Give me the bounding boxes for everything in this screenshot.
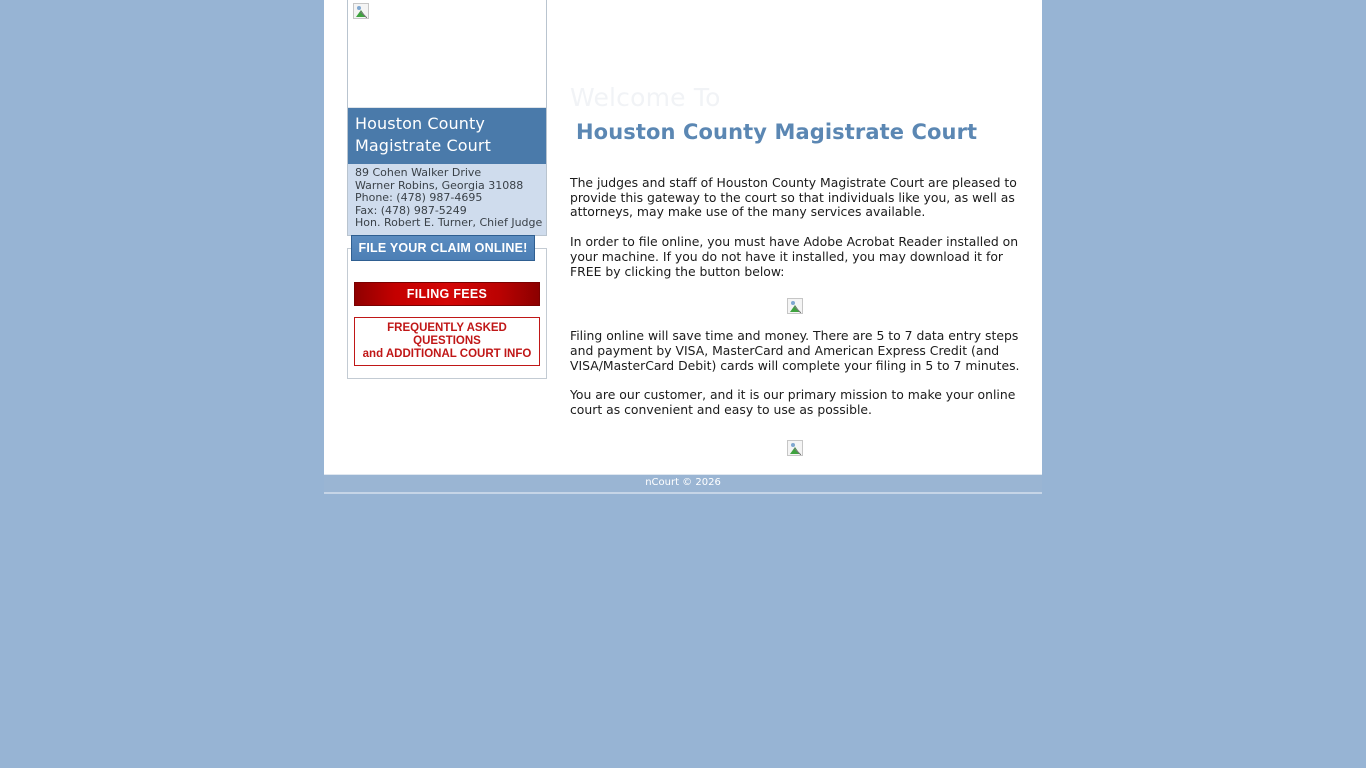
faq-label-line-2: and ADDITIONAL COURT INFO — [362, 347, 532, 360]
broken-image-dot — [791, 301, 795, 305]
court-address-block — [348, 164, 546, 235]
court-logo-box — [348, 0, 546, 108]
faq-court-info-button[interactable] — [354, 317, 540, 366]
footer — [324, 474, 1042, 492]
broken-image-icon — [787, 298, 803, 314]
court-info-card — [347, 0, 547, 236]
page-title: Houston County Magistrate Court — [576, 120, 978, 144]
page-container — [324, 0, 1042, 494]
court-name-line-1: Houston County — [355, 114, 485, 133]
court-name-line-2: Magistrate Court — [355, 136, 491, 155]
broken-image-dot — [357, 6, 361, 10]
sidebar-links-card — [347, 240, 547, 379]
acrobat-requirement-paragraph: In order to file online, you must have Adobe Acrobat Reader installed on your machine. If you do not have it installed, you may download it for FREE by clicking the button below: — [570, 234, 1019, 279]
court-address-city: Warner Robins, Georgia 31088 — [355, 178, 524, 192]
faq-label-line-1: FREQUENTLY ASKED QUESTIONS — [387, 321, 507, 347]
broken-image-dot — [791, 443, 795, 447]
court-fax: Fax: (478) 987-5249 — [355, 203, 467, 217]
intro-paragraph: The judges and staff of Houston County Magistrate Court are pleased to provide this gateway to the court so that individuals like you, as well as attorneys, may make use of the many services available. — [570, 175, 1017, 220]
court-chief-judge: Hon. Robert E. Turner, Chief Judge — [355, 216, 543, 230]
court-phone: Phone: (478) 987-4695 — [355, 191, 483, 205]
footer-copyright: nCourt © 2026 — [645, 476, 721, 488]
filing-benefits-paragraph: Filing online will save time and money. There are 5 to 7 data entry steps and payment by VISA, MasterCard and American Express Credit (and VISA/MasterCard Debit) cards will complete your filing in 5 to 7 minutes. — [570, 328, 1020, 373]
filing-fees-button[interactable]: FILING FEES — [354, 282, 540, 306]
page-body — [324, 0, 1042, 471]
broken-image-icon — [787, 440, 803, 456]
footer-bottom-line — [324, 492, 1042, 494]
sidebar — [324, 0, 548, 379]
welcome-label: Welcome To — [570, 83, 721, 112]
broken-image-icon — [353, 3, 369, 19]
court-address-street: 89 Cohen Walker Drive — [355, 166, 482, 179]
customer-mission-paragraph: You are our customer, and it is our primary mission to make your online court as convenient and easy to use as possible. — [570, 387, 1016, 418]
acrobat-download-image[interactable] — [570, 295, 1020, 314]
file-claim-online-button[interactable]: FILE YOUR CLAIM ONLINE! — [351, 235, 535, 261]
main-content — [548, 0, 1045, 471]
bottom-banner-image[interactable] — [570, 438, 1020, 471]
court-name — [348, 108, 546, 164]
